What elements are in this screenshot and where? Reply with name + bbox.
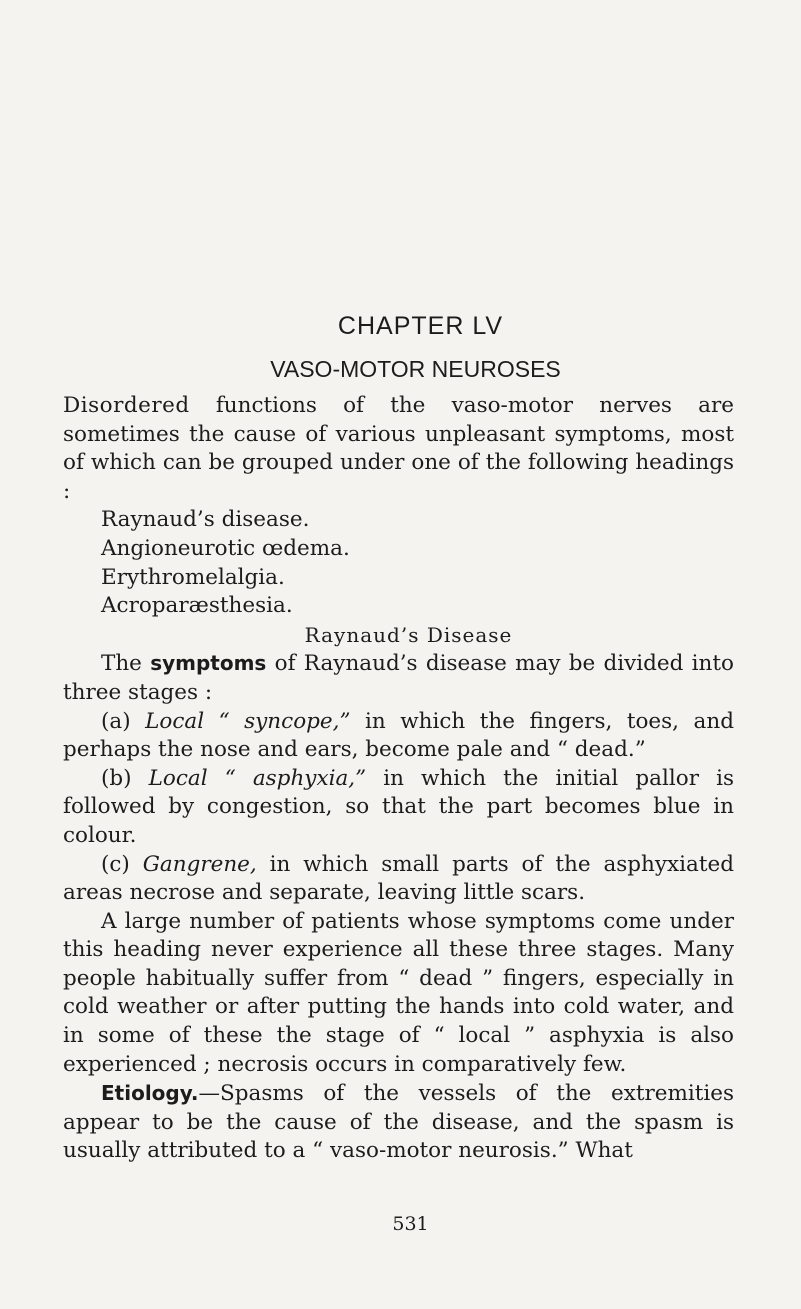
stage-a-text: in which the fingers, toes, and perhaps the nose and ears, become pale and “ dead.” <box>63 708 734 763</box>
patients-paragraph: A large number of patients whose symptoms come under this heading never experience all these three stages. Many people habitually suffer from “ dead ” fingers, especially in cold weather or after putting the hands into cold water, and in some of these the stage of “ local ” asphyxia is also experienced ; necrosis occurs in comparatively few. <box>63 908 734 1077</box>
etiology-text: —Spasms of the vessels of the extremities appear to be the cause of the disease, and the spasm is usually attributed to a “ vaso-motor neurosis.” What <box>63 1081 734 1164</box>
stage-b-text: in which the initial pallor is followed by congestion, so that the part becomes blue in colour. <box>63 765 734 848</box>
stage-c-paragraph <box>63 851 734 908</box>
stage-c-text: in which small parts of the asphyxiated areas necrose and separate, leaving little scars. <box>63 851 734 906</box>
heading-item: Acroparæsthesia. <box>101 593 293 619</box>
headings-list <box>63 506 734 620</box>
stage-b-label: (b) <box>101 765 149 791</box>
stage-c-label: (c) <box>101 851 143 877</box>
symptoms-post: of Raynaud’s disease may be divided into three stages : <box>63 651 734 705</box>
stage-c-name: Gangrene, <box>142 851 257 877</box>
body-text <box>63 392 734 1166</box>
stage-a-name: Local “ syncope,” <box>145 708 351 734</box>
stage-a-paragraph <box>63 708 734 765</box>
heading-item: Angioneurotic œdema. <box>101 535 350 561</box>
intro-paragraph <box>63 392 734 506</box>
symptoms-paragraph <box>63 649 734 707</box>
heading-item: Raynaud’s disease. <box>101 507 310 533</box>
intro-lead: Disordered <box>63 393 190 418</box>
chapter-heading: CHAPTER LV <box>337 312 504 340</box>
stage-b-name: Local “ asphyxia,” <box>148 765 367 791</box>
etiology-paragraph <box>63 1079 734 1166</box>
heading-item: Erythromelalgia. <box>101 564 285 590</box>
chapter-title: VASO-MOTOR NEUROSES <box>270 356 561 382</box>
stage-a-label: (a) <box>101 708 146 734</box>
etiology-keyword: Etiology. <box>101 1081 199 1106</box>
page-number: 531 <box>392 1213 429 1235</box>
section-heading: Raynaud’s Disease <box>304 622 513 647</box>
stage-b-paragraph <box>63 765 734 851</box>
intro-text: functions of the vaso-motor nerves are sometimes the cause of various unpleasant symptoms, most of which can be grouped under one of the following headings : <box>63 393 734 504</box>
symptoms-pre: The <box>101 651 151 677</box>
symptoms-keyword: symptoms <box>150 651 267 676</box>
